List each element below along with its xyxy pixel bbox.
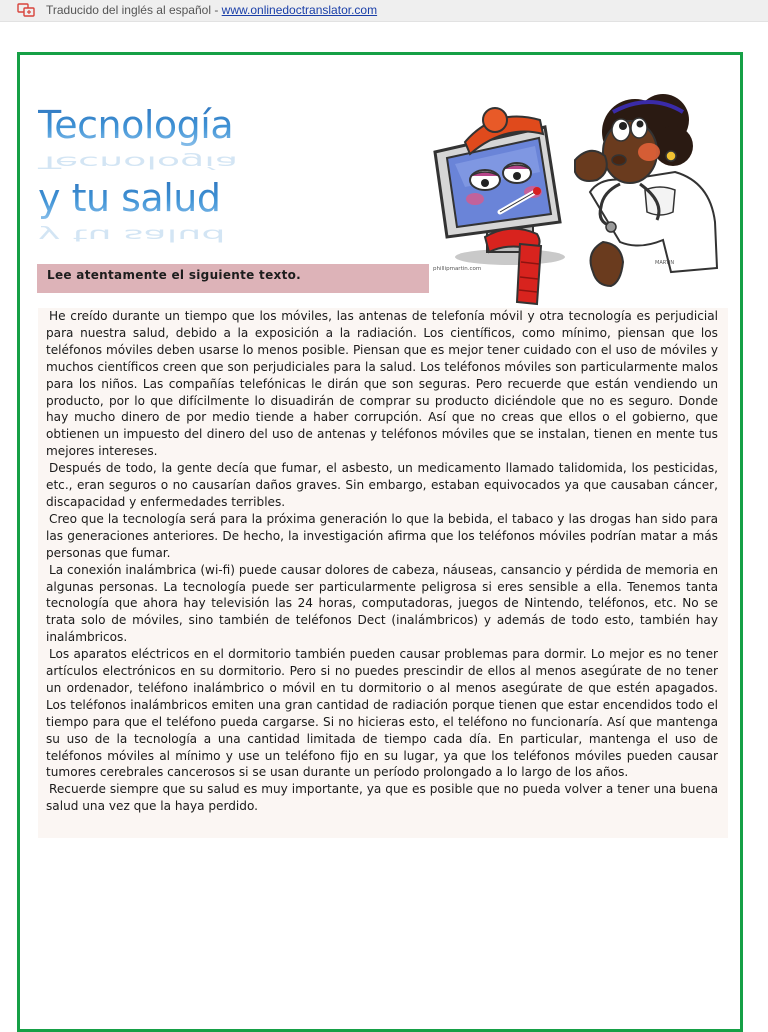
translation-notice-prefix: Traducido del inglés al español - <box>46 3 222 17</box>
translation-notice <box>46 3 377 17</box>
page-title-line-2: y tu salud <box>38 176 221 220</box>
translator-link[interactable]: www.onlinedoctranslator.com <box>221 3 378 17</box>
paragraph: Creo que la tecnología será para la próxima generación lo que la bebida, el tabaco y las drogas han sido para las generaciones anteriores. De hecho, la investigación afirma que los teléfonos móviles podrían matar a más personas que fumar. <box>46 511 718 560</box>
paragraph: Recuerde siempre que su salud es muy importante, ya que es posible que no pueda volver a tener una buena salud una vez que la haya perdido. <box>46 782 718 814</box>
paragraph: Después de todo, la gente decía que fumar, el asbesto, un medicamento llamado talidomida, los pesticidas, etc., eran seguros o no causarían daños graves. Sin embargo, estaban equivocados ya que causaban cáncer, discapacidad y enfermedades terribles. <box>46 461 718 509</box>
translator-logo-icon <box>17 3 35 17</box>
illustration-credit-right: MARTIN <box>655 260 675 266</box>
title-reflection-1: Tecnología <box>38 152 239 172</box>
illustration-credit-left: phillipmartin.com <box>433 266 482 272</box>
doctor-computer-illustration <box>425 72 725 308</box>
sick-computer-icon <box>435 108 565 304</box>
instruction-box: Lee atentamente el siguiente texto. <box>37 264 429 293</box>
title-reflection-2: y tu salud <box>38 225 226 245</box>
paragraph: He creído durante un tiempo que los móviles, las antenas de telefonía móvil y otra tecnología es perjudicial para nuestra salud, debido a la exposición a la radiación. Los científicos, como mínimo, piensan que los teléfonos móviles deben usarse lo menos posible. Piensan que es mejor tener cuidado con el uso de móviles y muchos científicos creen que son perjudiciales para la salud. Los teléfonos móviles son particularmente malos para los niños. Las compañías telefónicas le dirán que son seguras. Pero recuerde que están vendiendo un producto, por lo que difícilmente lo disuadirán de comprar su producto diciéndole que no es seguro. Donde hay mucho dinero de por medio tiende a haber corrupción. Así que no creas que ellos o el gobierno, que obtienen un impuesto del dinero del uso de antenas y teléfonos móviles que se instalan, tienen en mente tus mejores intereses. <box>46 309 718 459</box>
doctor-icon <box>575 94 717 286</box>
page-title-line-1: Tecnología <box>38 103 234 147</box>
paragraph: Los aparatos eléctricos en el dormitorio también pueden causar problemas para dormir. Lo mejor es no tener artículos electrónicos en su dormitorio. Pero si no puedes prescindir de ellos al menos asegúrate de no tener un ordenador, teléfono inalámbrico o móvil en tu dormitorio o al menos asegúrate de que estén apagados. Los teléfonos inalámbricos emiten una gran cantidad de radiación porque tienen que estar encendidos todo el tiempo para que el teléfono pueda cargarse. Si no hicieras esto, el teléfono no funcionaría. Así que mantenga su uso de la tecnología a una cantidad limitada de tiempo cada día. En particular, mantenga el uso de teléfonos móviles al mínimo y use un teléfono fijo en su lugar, ya que los teléfonos móviles pueden causar tumores cerebrales cancerosos si se usan durante un período prolongado a lo largo de los años. <box>46 647 718 780</box>
paragraph: La conexión inalámbrica (wi-fi) puede causar dolores de cabeza, náuseas, cansancio y pérdida de memoria en algunas personas. La tecnología puede ser particularmente peligrosa si eres sensible a ella. Tenemos tanta tecnología que ahora hay televisión las 24 horas, computadoras, juegos de Nintendo, teléfonos, etc. No se trata solo de móviles, sino también de teléfonos Dect (inalámbricos) y además de todo esto, también hay inalámbricos. <box>46 562 718 645</box>
article-body <box>38 308 728 838</box>
translation-banner <box>0 0 768 22</box>
